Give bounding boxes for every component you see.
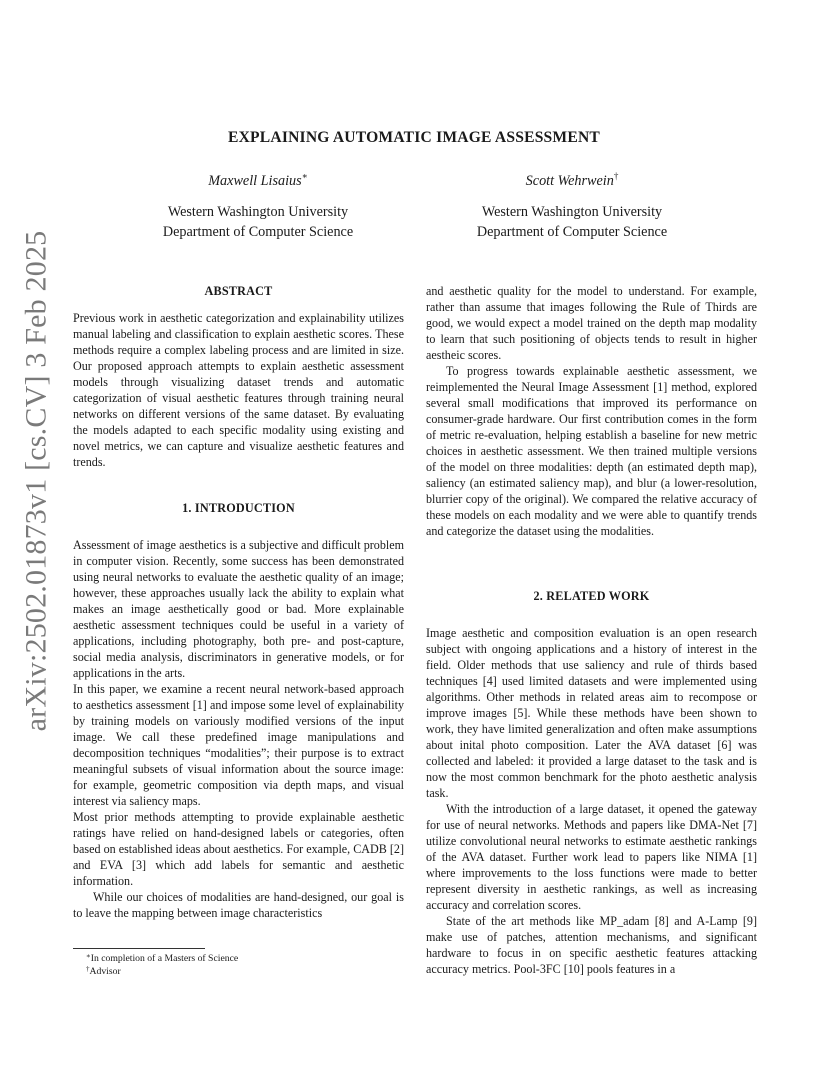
related-paragraph: State of the art methods like MP_adam [8] and A-Lamp [9] make use of patches, attention mechanisms, and significant hardware to focus in on specific aesthetic features attacking accuracy metrics. Pool-3FC [10] pools features in a bbox=[426, 914, 757, 976]
intro-paragraph: Most prior methods attempting to provide explainable aesthetic ratings have relied on hand-designed labels or categories, often based on established ideas about aesthetics. For example, CADB [2] and EVA [3] which add labels for semantic and aesthetic information. bbox=[73, 810, 404, 888]
footnote-mark: ∗ bbox=[86, 952, 91, 960]
arxiv-identifier: arXiv:2502.01873v1 [cs.CV] 3 Feb 2025 bbox=[19, 230, 52, 732]
introduction-heading: 1. INTRODUCTION bbox=[182, 501, 295, 515]
author-affiliation: Western Washington University bbox=[481, 204, 663, 220]
intro-paragraph: and aesthetic quality for the model to understand. For example, rather than assume that images following the Rule of Thirds are good, we would expect a model trained on the depth map modality to learn that such positioning of objects tends to result in higher aestheic scores. bbox=[426, 284, 757, 362]
footnote bbox=[86, 966, 121, 978]
related-paragraph: With the introduction of a large dataset, it opened the gateway for use of neural networks. Methods and papers like DMA-Net [7] utilize convolutional neural networks to estimate aesthetic rankings of the AVA dataset. Further work lead to papers like NIMA [1] where improvements to the loss functions were made to better represent diversity in aesthetic rankings, as well as increasing accuracy and correlation scores. bbox=[426, 802, 757, 912]
footnote-text: In completion of a Masters of Science bbox=[90, 953, 239, 964]
abstract-section bbox=[73, 283, 404, 470]
footnote-text: Advisor bbox=[89, 966, 121, 977]
author-name: Maxwell Lisaius∗ bbox=[208, 171, 308, 189]
footnote-divider bbox=[73, 948, 205, 949]
footnote-mark: † bbox=[86, 965, 90, 973]
introduction-continued bbox=[426, 283, 757, 539]
intro-paragraph: To progress towards explainable aesthetic assessment, we reimplemented the Neural Image Assessment [1] method, explored several small modifications that improved its performance on consumer-grade hardware. Our first contribution comes in the form of metric re-evaluation, helping establish a baseline for new metric choices in aesthetic assessment. We then trained multiple versions of the model on three modalities: depth (an estimated depth map), saliency (an estimated saliency map), and blur (a lower-resolution, blurrier copy of the original). We compared the relative accuracy of these models on each modality and we were able to quantify trends and categorize the dataset using the modalities. bbox=[426, 364, 757, 538]
author-mark: ∗ bbox=[301, 171, 308, 181]
introduction-section bbox=[73, 500, 404, 921]
author-mark: † bbox=[613, 171, 619, 181]
related-work-heading: 2. RELATED WORK bbox=[533, 589, 650, 603]
intro-paragraph: While our choices of modalities are hand-designed, our goal is to leave the mapping between image characteristics bbox=[73, 890, 404, 920]
footnote bbox=[86, 953, 238, 965]
author-block-1 bbox=[108, 171, 408, 242]
related-work-section bbox=[426, 588, 757, 977]
paper-title: EXPLAINING AUTOMATIC IMAGE ASSESSMENT bbox=[227, 129, 601, 146]
arxiv-side-stamp bbox=[14, 230, 58, 732]
intro-paragraph: Assessment of image aesthetics is a subjective and difficult problem in computer vision. Recently, some success has been demonstrated using neural networks to evaluate the aesthetic quality of an image; however, these approaches usually lack the ability to explain what makes an image aesthetically good or bad. More explainable aesthetic assessment techniques could be useful in a variety of applications, including photography, both pre- and post-capture, social media analysis, discriminators in generative models, or for applications in the arts. bbox=[73, 538, 404, 680]
author-affiliation: Western Washington University bbox=[167, 204, 349, 220]
abstract-text: Previous work in aesthetic categorization and explainability utilizes manual labeling and classification to explain aesthetic scores. These methods require a complex labeling process and are limited in size. Our proposed approach attempts to explain aesthetic assessment models through visualizing dataset trends and automatic categorization of visual aesthetic features through training neural networks on different versions of the same dataset. By evaluating the models adapted to each specific modality using existing and novel metrics, we can capture and visualize aesthetic features and trends. bbox=[73, 311, 404, 469]
author-department: Department of Computer Science bbox=[476, 224, 668, 240]
intro-paragraph: In this paper, we examine a recent neural network-based approach to aesthetics assessment [1] and impose some level of explainability by training models on variously modified versions of the input image. We call these predefined image manipulations and decomposition techniques “modalities”; their purpose is to extract meaningful subsets of visual information about the source image: for example, geometric composition via depth maps, and visual interest via saliency maps. bbox=[73, 682, 404, 808]
related-paragraph: Image aesthetic and composition evaluation is an open research subject with ongoing applications and a history of interest in the field. Older methods that use saliency and rule of thirds based techniques [4] used limited datasets and were implemented using algorithms. Other methods in related areas aim to recompose or improve images [5]. While these methods have been shown to work, they have limited generalization and often make assumptions about inital photo composition. Later the AVA dataset [6] was collected and labeled: it provided a large dataset to the task and is now the most common benchmark for the photo aesthetic analysis task. bbox=[426, 626, 757, 800]
abstract-heading: ABSTRACT bbox=[204, 284, 273, 298]
author-department: Department of Computer Science bbox=[162, 224, 354, 240]
author-block-2 bbox=[422, 171, 722, 242]
author-name: Scott Wehrwein† bbox=[525, 171, 619, 189]
